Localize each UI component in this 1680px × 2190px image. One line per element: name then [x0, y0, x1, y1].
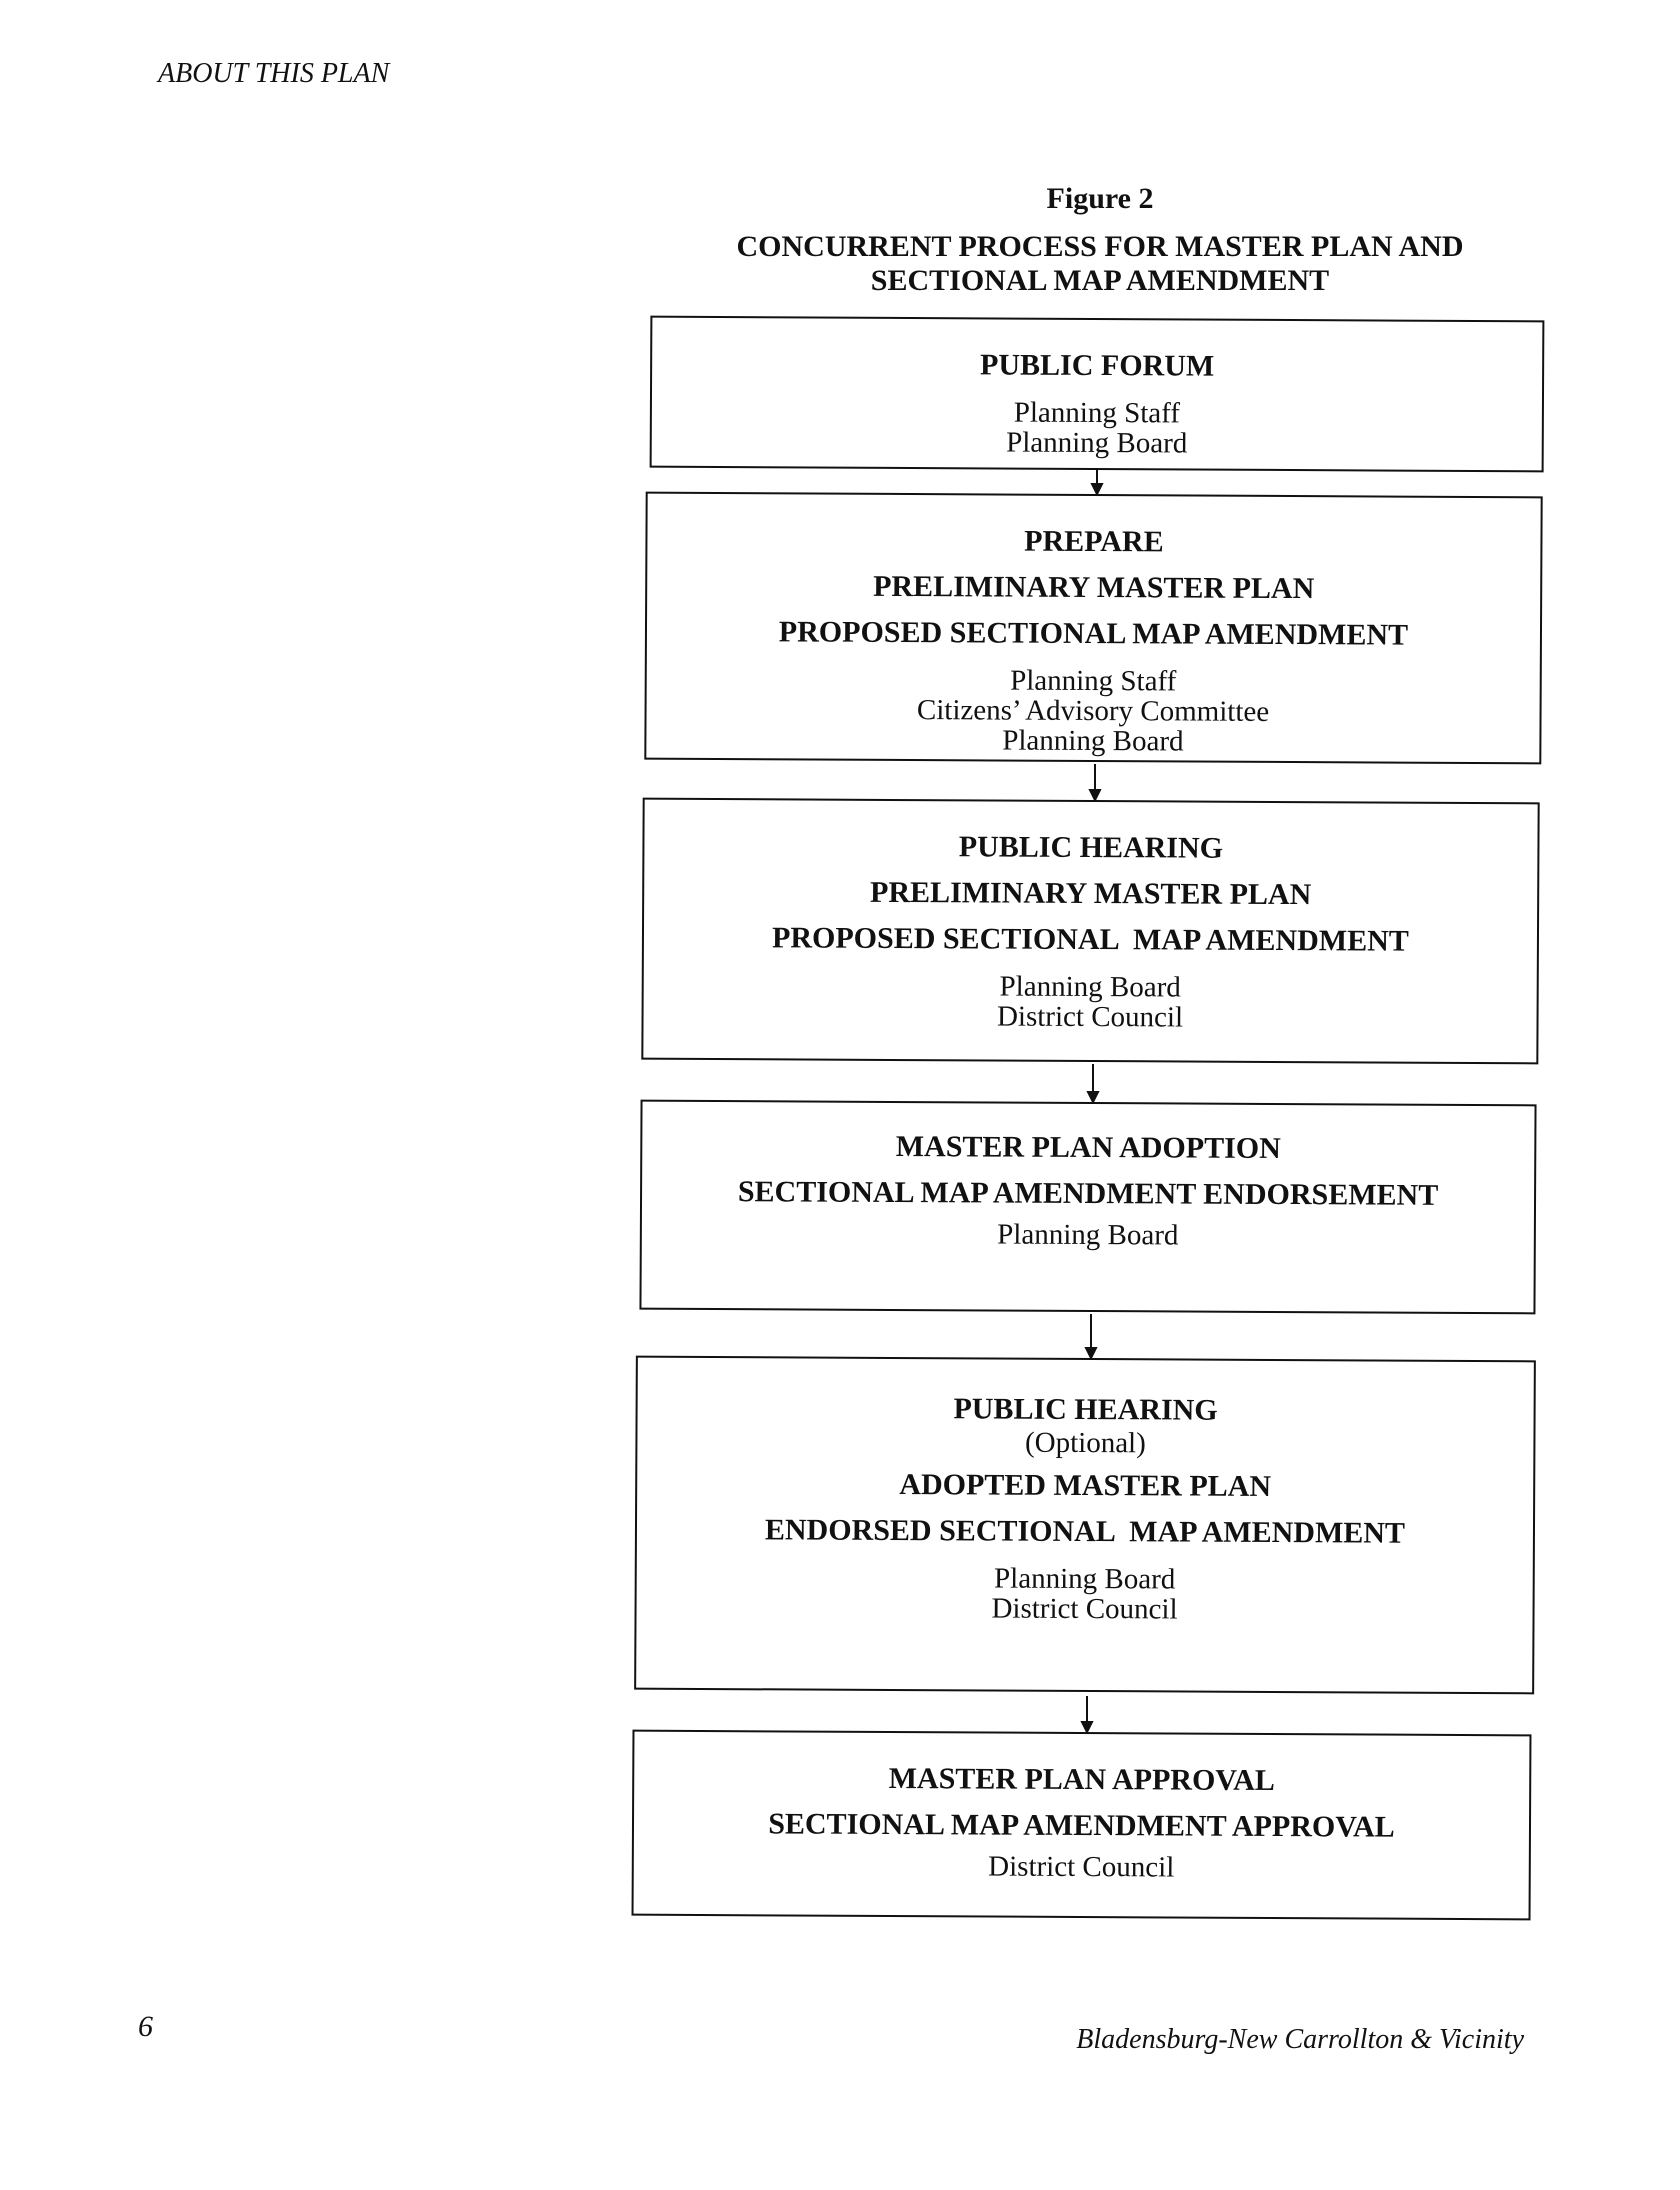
arrow-down-icon: [1092, 470, 1102, 494]
step-heading: ENDORSED SECTIONAL MAP AMENDMENT: [764, 1513, 1406, 1550]
step-heading: PRELIMINARY MASTER PLAN: [873, 569, 1315, 606]
step-actor: Planning Board: [999, 970, 1181, 1004]
step-heading: PUBLIC FORUM: [979, 348, 1215, 383]
running-head: ABOUT THIS PLAN: [158, 58, 390, 89]
arrow-down-icon: [1090, 764, 1100, 800]
step-actor: Planning Staff: [1010, 664, 1177, 698]
step-actor: District Council: [988, 1850, 1175, 1884]
running-foot: Bladensburg-New Carrollton & Vicinity: [1076, 2024, 1524, 2055]
step-heading: SECTIONAL MAP AMENDMENT APPROVAL: [768, 1807, 1395, 1844]
step-actor: Planning Staff: [1013, 396, 1181, 430]
step-note: (Optional): [1024, 1426, 1146, 1460]
step-heading: ADOPTED MASTER PLAN: [899, 1468, 1272, 1503]
step-heading: PREPARE: [1024, 524, 1164, 559]
step-heading: SECTIONAL MAP AMENDMENT ENDORSEMENT: [737, 1175, 1439, 1212]
step-heading: MASTER PLAN ADOPTION: [895, 1129, 1281, 1166]
figure-number: Figure 2: [1046, 182, 1154, 215]
step-actor: District Council: [991, 1592, 1178, 1626]
step-actor: Planning Board: [1006, 426, 1188, 460]
arrow-down-icon: [1088, 1064, 1098, 1102]
page-number: 6: [138, 2010, 153, 2043]
step-heading: PRELIMINARY MASTER PLAN: [870, 875, 1312, 912]
step-heading: PUBLIC HEARING: [953, 1392, 1218, 1427]
step-actor: Citizens’ Advisory Committee: [916, 694, 1270, 728]
step-heading: PROPOSED SECTIONAL MAP AMENDMENT: [771, 921, 1409, 958]
step-actor: Planning Board: [994, 1562, 1176, 1596]
step-actor: Planning Board: [997, 1218, 1179, 1252]
step-heading: PUBLIC HEARING: [958, 830, 1224, 865]
arrow-down-icon: [1082, 1696, 1092, 1732]
step-heading: MASTER PLAN APPROVAL: [888, 1761, 1275, 1798]
step-actor: Planning Board: [1002, 724, 1184, 758]
step-actor: District Council: [996, 1000, 1184, 1034]
step-heading: PROPOSED SECTIONAL MAP AMENDMENT: [778, 615, 1409, 652]
figure-title-line-1: CONCURRENT PROCESS FOR MASTER PLAN AND: [736, 230, 1464, 263]
figure-title-line-2: SECTIONAL MAP AMENDMENT: [870, 264, 1330, 297]
arrow-down-icon: [1086, 1314, 1096, 1358]
